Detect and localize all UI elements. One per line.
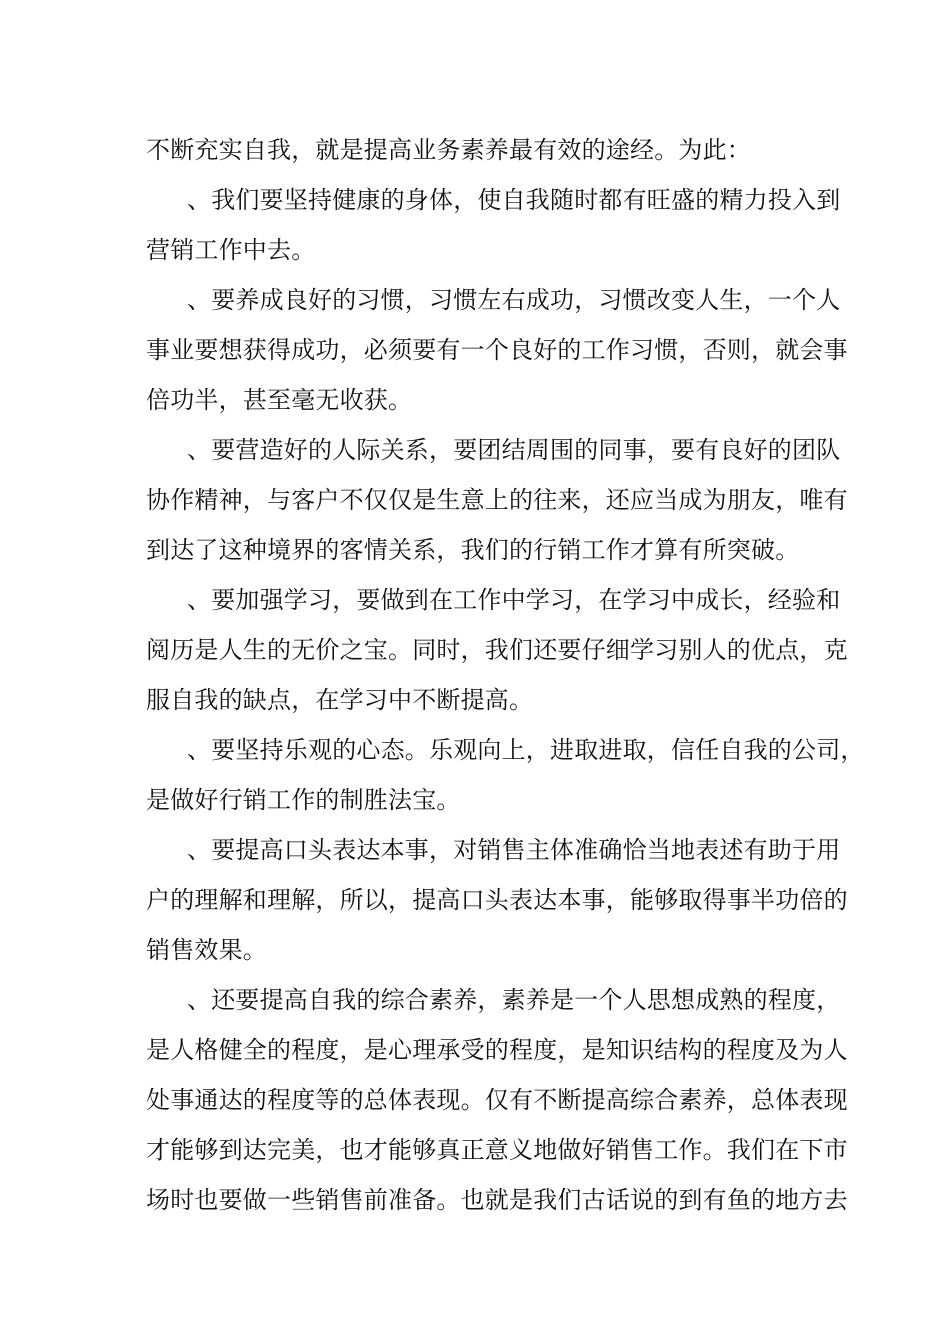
text-line: 是人格健全的程度，是心理承受的程度，是知识结构的程度及为人 (146, 1036, 848, 1064)
text-line: 、要加强学习，要做到在工作中学习，在学习中成长，经验和 (187, 586, 841, 614)
text-line: 倍功半，甚至毫无收获。 (146, 386, 413, 414)
text-line: 是做好行销工作的制胜法宝。 (146, 786, 461, 814)
text-line: 事业要想获得成功，必须要有一个良好的工作习惯，否则，就会事 (146, 336, 848, 364)
text-line: 场时也要做一些销售前准备。也就是我们古话说的到有鱼的地方去 (146, 1186, 848, 1214)
text-line: 、要坚持乐观的心态。乐观向上，进取进取，信任自我的公司， (187, 736, 865, 764)
text-line: 、还要提高自我的综合素养，素养是一个人思想成熟的程度， (187, 986, 841, 1014)
text-line: 、要养成良好的习惯，习惯左右成功，习惯改变人生，一个人 (187, 286, 841, 314)
text-line: 服自我的缺点，在学习中不断提高。 (146, 686, 534, 714)
text-line: 不断充实自我，就是提高业务素养最有效的途经。为此： (146, 136, 751, 164)
text-line: 户的理解和理解，所以，提高口头表达本事，能够取得事半功倍的 (146, 886, 848, 914)
text-line: 、要提高口头表达本事，对销售主体准确恰当地表述有助于用 (187, 836, 841, 864)
text-line: 处事通达的程度等的总体表现。仅有不断提高综合素养，总体表现 (146, 1086, 848, 1114)
text-line: 阅历是人生的无价之宝。同时，我们还要仔细学习别人的优点，克 (146, 636, 848, 664)
text-line: 、要营造好的人际关系，要团结周围的同事，要有良好的团队 (187, 436, 841, 464)
text-line: 到达了这种境界的客情关系，我们的行销工作才算有所突破。 (146, 536, 800, 564)
text-line: 销售效果。 (146, 936, 267, 964)
text-line: 、我们要坚持健康的身体，使自我随时都有旺盛的精力投入到 (187, 186, 841, 214)
text-line: 营销工作中去。 (146, 236, 316, 264)
text-line: 协作精神，与客户不仅仅是生意上的往来，还应当成为朋友，唯有 (146, 486, 848, 514)
text-line: 才能够到达完美，也才能够真正意义地做好销售工作。我们在下市 (146, 1136, 848, 1164)
